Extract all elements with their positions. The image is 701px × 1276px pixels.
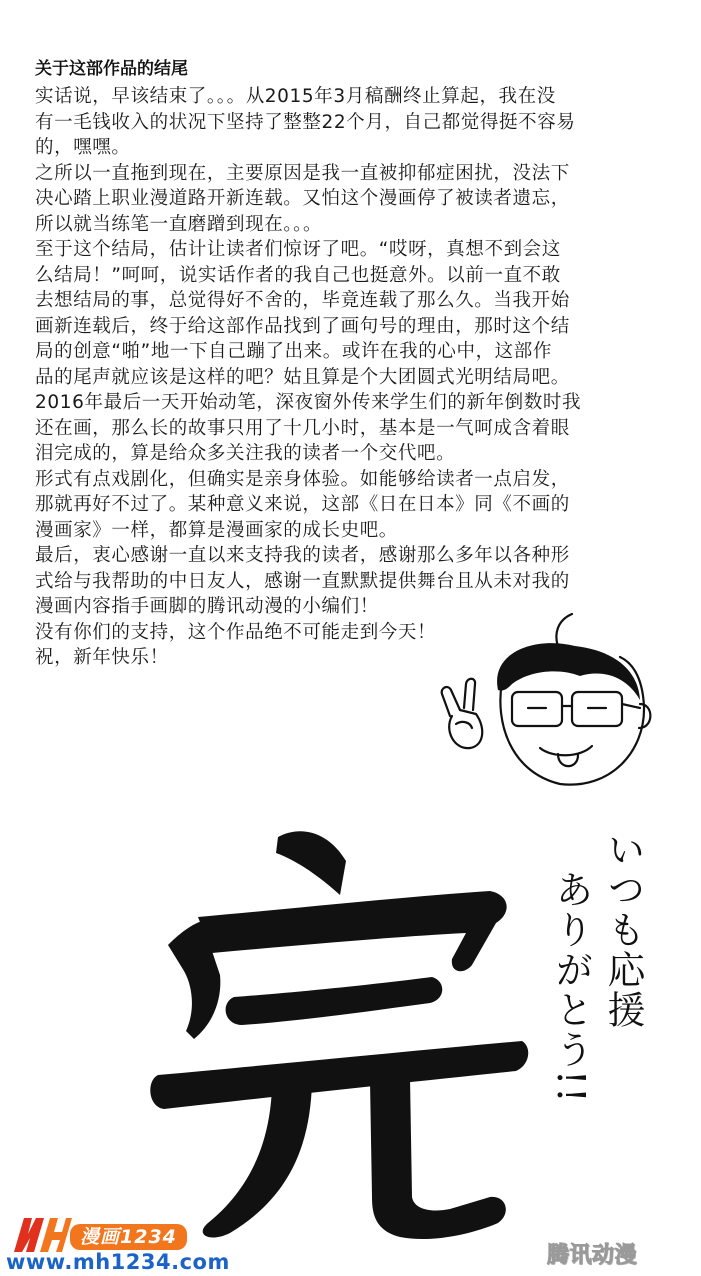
afterword-line: 品的尾声就应该是这样的吧？姑且算是个大团圆式光明结局吧。 — [35, 366, 570, 388]
end-mark-brush — [150, 825, 530, 1245]
afterword-line: 画新连载后，终于给这部作品找到了画句号的理由，那时这个结 — [35, 315, 570, 337]
site-watermark — [4, 1212, 230, 1274]
afterword-line: 泪完成的，算是给众多关注我的读者一个交代吧。 — [35, 443, 456, 464]
afterword-line: 决心踏上职业漫道路开新连载。又怕这个漫画停了被读者遗忘， — [35, 188, 570, 209]
afterword-line: 式给与我帮助的中日友人，感谢一直默默提供舞台且从未对我的 — [35, 570, 570, 592]
end-mark — [150, 825, 530, 1245]
afterword-line: 至于这个结局，估计让读者们惊讶了吧。“哎呀，真想不到会这 — [35, 239, 561, 260]
afterword-line: 漫画家》一样，都算是漫画家的成长史吧。 — [35, 519, 398, 541]
afterword-line: 的，嘿嘿。 — [35, 137, 131, 158]
afterword-text — [35, 54, 665, 671]
afterword-line: 之所以一直拖到现在，主要原因是我一直被抑郁症困扰，没法下 — [35, 162, 570, 184]
afterword-line: 没有你们的支持，这个作品绝不可能走到今天！ — [35, 621, 437, 643]
afterword-line: 么结局！”呵呵，说实话作者的我自己也挺意外。以前一直不敢 — [35, 264, 561, 286]
afterword-line: 局的创意“啪”地一下自己蹦了出来。或许在我的心中，这部作 — [35, 341, 552, 362]
afterword-line: 形式有点戏剧化，但确实是亲身体验。如能够给读者一点启发， — [35, 468, 570, 490]
afterword-line: 实话说，早该结束了。。。从2015年3月稿酬终止算起，我在没 — [35, 86, 556, 107]
afterword-line: 有一毛钱收入的状况下坚持了整整22个月，自己都觉得挺不容易 — [35, 111, 576, 133]
publisher-watermark: 腾讯动漫 — [547, 1243, 638, 1268]
thanks-message-line-1: いつも応援 — [601, 830, 645, 1030]
afterword-line: 祝，新年快乐！ — [35, 647, 169, 668]
afterword-line: 所以就当练笔一直磨蹭到现在。。。 — [35, 213, 323, 235]
afterword-line: 还在画，那么长的故事只用了十几小时，基本是一气呵成含着眼 — [35, 417, 570, 439]
thanks-message-line-2: ありがとう!! — [549, 870, 593, 1105]
site-url[interactable]: www.mh1234.com — [6, 1250, 230, 1274]
afterword-line: 最后，衷心感谢一直以来支持我的读者，感谢那么多年以各种形 — [35, 545, 570, 566]
afterword-line: 2016年最后一天开始动笔，深夜窗外传来学生们的新年倒数时我 — [35, 392, 582, 413]
afterword-line: 那就再好不过了。某种意义来说，这部《日在日本》同《不画的 — [35, 494, 570, 515]
afterword-line: 去想结局的事，总觉得好不舍的，毕竟连载了那么久。当我开始 — [35, 290, 570, 311]
afterword-line: 漫画内容指手画脚的腾讯动漫的小编们！ — [35, 596, 379, 617]
author-caricature — [440, 612, 660, 797]
afterword-title: 关于这部作品的结尾 — [35, 59, 188, 79]
site-name-badge: 漫画1234 — [70, 1224, 187, 1250]
